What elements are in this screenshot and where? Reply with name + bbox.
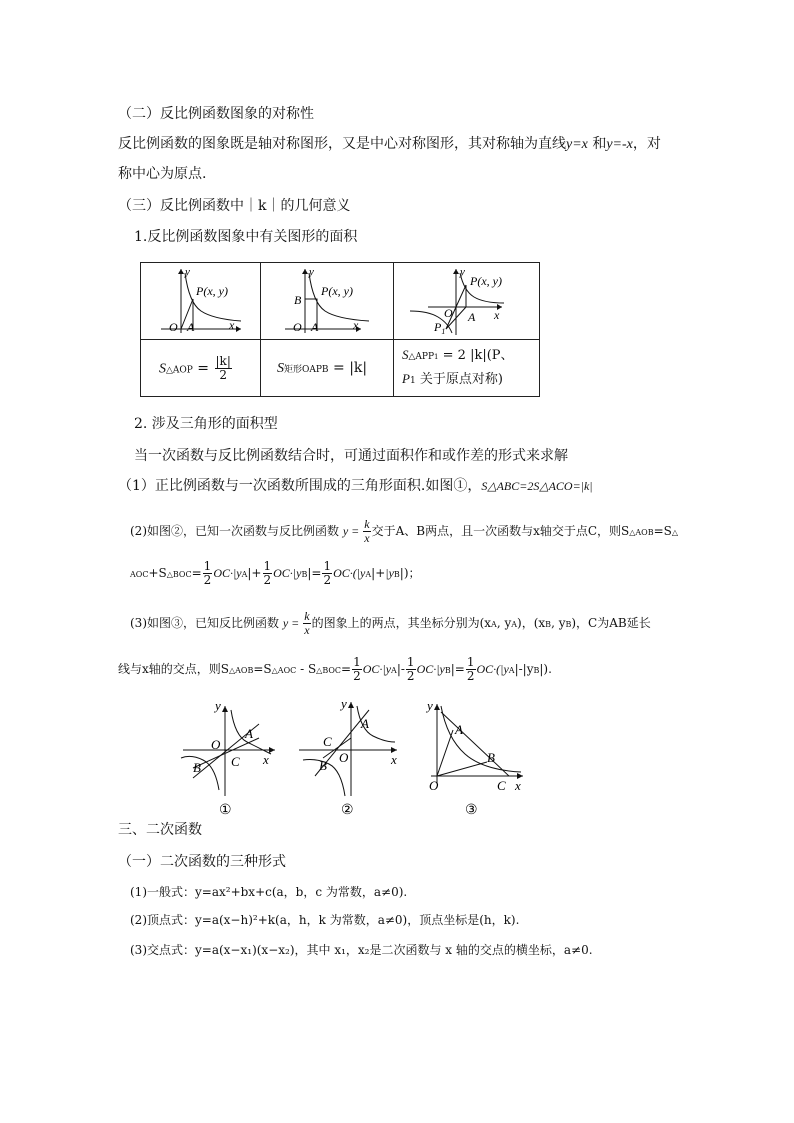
f3-y: y xyxy=(427,698,433,713)
fig1-a: A xyxy=(187,320,195,334)
k-sub1: 1.反比例函数图象中有关图形的面积 xyxy=(134,229,358,245)
k-sub2: 2. 涉及三角形的面积型 xyxy=(134,416,278,432)
f1-o: O xyxy=(211,737,221,752)
item3-line1: (3)如图③，已知反比例函数 y = $\frac{k}{x}$ 的图象上的两点，其坐标分别为(xA, yA)，(xB, yB)，C为AB延长 xyxy=(130,609,651,637)
fig1-p: P(x, y) xyxy=(196,284,228,298)
f2-x: x xyxy=(391,752,397,767)
f2-a: A xyxy=(361,716,369,731)
f2-y: y xyxy=(341,698,347,711)
f1-y: y xyxy=(215,698,221,713)
f1-a: A xyxy=(245,726,253,741)
f2-c: C xyxy=(323,734,332,749)
fig2-o: O xyxy=(293,320,302,334)
table-fig2 xyxy=(261,263,394,340)
fig2-y: y xyxy=(309,266,314,278)
fig3-p1: $P_1$ xyxy=(434,320,446,335)
table-fig1 xyxy=(141,263,261,340)
table-cell-rect: S矩形OAPB = |k| xyxy=(261,340,394,397)
k-heading: （三）反比例函数中｜k｜的几何意义 xyxy=(118,198,351,214)
figure-2 xyxy=(299,698,397,818)
item1: （1）正比例函数与一次函数所围成的三角形面积.如图①，S△ABC=2S△ACO=|k| xyxy=(118,478,593,494)
quad-form-vertex: (2)顶点式：y=a(x−h)²+k(a，h，k 为常数，a≠0)，顶点坐标是(h，k). xyxy=(130,913,520,927)
fig3-y: y xyxy=(460,266,465,278)
fig2-p: P(x, y) xyxy=(321,284,353,298)
symmetry-text-line2: 称中心为原点. xyxy=(118,166,207,182)
f3-b: B xyxy=(487,750,495,765)
fig1-x: x xyxy=(229,318,235,332)
f2-b: B xyxy=(319,758,327,773)
fig2-svg xyxy=(261,263,393,335)
quad-heading: 三、二次函数 xyxy=(118,822,202,838)
quad-sub: （一）二次函数的三种形式 xyxy=(118,854,286,870)
k-intro: 当一次函数与反比例函数结合时，可通过面积作和或作差的形式来求解 xyxy=(134,448,568,464)
symmetry-heading: （二）反比例函数图象的对称性 xyxy=(118,106,314,122)
figures-row xyxy=(175,698,535,820)
f3-c: C xyxy=(497,778,506,793)
fig2-x: x xyxy=(353,318,359,332)
fig1-svg xyxy=(141,263,260,335)
f3-o: O xyxy=(429,778,439,793)
fig3-o: O xyxy=(444,306,453,320)
f2-o: O xyxy=(339,750,349,765)
f3-x: x xyxy=(515,778,521,793)
symmetry-text-line1: 反比例函数的图象既是轴对称图形，又是中心对称图形，其对称轴为直线y=x 和y=-x，对 xyxy=(118,136,661,152)
figure-1 xyxy=(181,698,275,818)
fig3-svg xyxy=(394,263,539,335)
fig1-y: y xyxy=(185,266,190,278)
table-cell-app1: S△APP1 = 2 |k|(P、 P1 关于原点对称) xyxy=(394,340,540,397)
f1-c: C xyxy=(231,754,240,769)
item2-line2: AOC+S△BOC= $\frac{1}{2}$ OC·|yA|+ $\frac{1}{2}$ OC·|yB|= $\frac{1}{2}$ OC·(|yA|+|yB|)； xyxy=(130,559,421,587)
fig2-b: B xyxy=(294,293,302,307)
fig3-p: P(x, y) xyxy=(470,274,502,288)
fig3-x: x xyxy=(494,308,500,322)
fig3-a: A xyxy=(468,310,476,324)
fig2-a: A xyxy=(311,320,319,334)
table-cell-aop: S△AOP = $\frac{|k|}{2}$ xyxy=(141,340,261,397)
fig1-o: O xyxy=(169,320,178,334)
table-fig3 xyxy=(394,263,540,340)
quad-form-intercept: (3)交点式：y=a(x−x₁)(x−x₂)，其中 x₁，x₂是二次函数与 x 轴的交点的横坐标，a≠0. xyxy=(130,943,593,957)
f3-num: ③ xyxy=(465,803,478,818)
f1-x: x xyxy=(263,752,269,767)
f2-num: ② xyxy=(341,803,354,818)
f1-num: ① xyxy=(219,803,232,818)
f3-a: A xyxy=(455,722,463,737)
area-table xyxy=(140,262,540,397)
quad-form-general: (1)一般式：y=ax²+bx+c(a，b，c 为常数，a≠0). xyxy=(130,885,408,899)
item2-line1: (2)如图②，已知一次函数与反比例函数 y = $\frac{k}{x}$ 交于A、B两点，且一次函数与x轴交于点C，则S△AOB=S△ xyxy=(130,517,679,545)
item3-line2: 线与x轴的交点，则S△AOB=S△AOC - S△BOC= $\frac{1}{2}$ OC·|yA|- $\frac{1}{2}$ OC·|yB|= $\frac{1}{2}$ OC·(|yA|-|yB|). xyxy=(118,655,552,683)
f1-b: B xyxy=(193,760,201,775)
figure-3 xyxy=(425,698,523,818)
